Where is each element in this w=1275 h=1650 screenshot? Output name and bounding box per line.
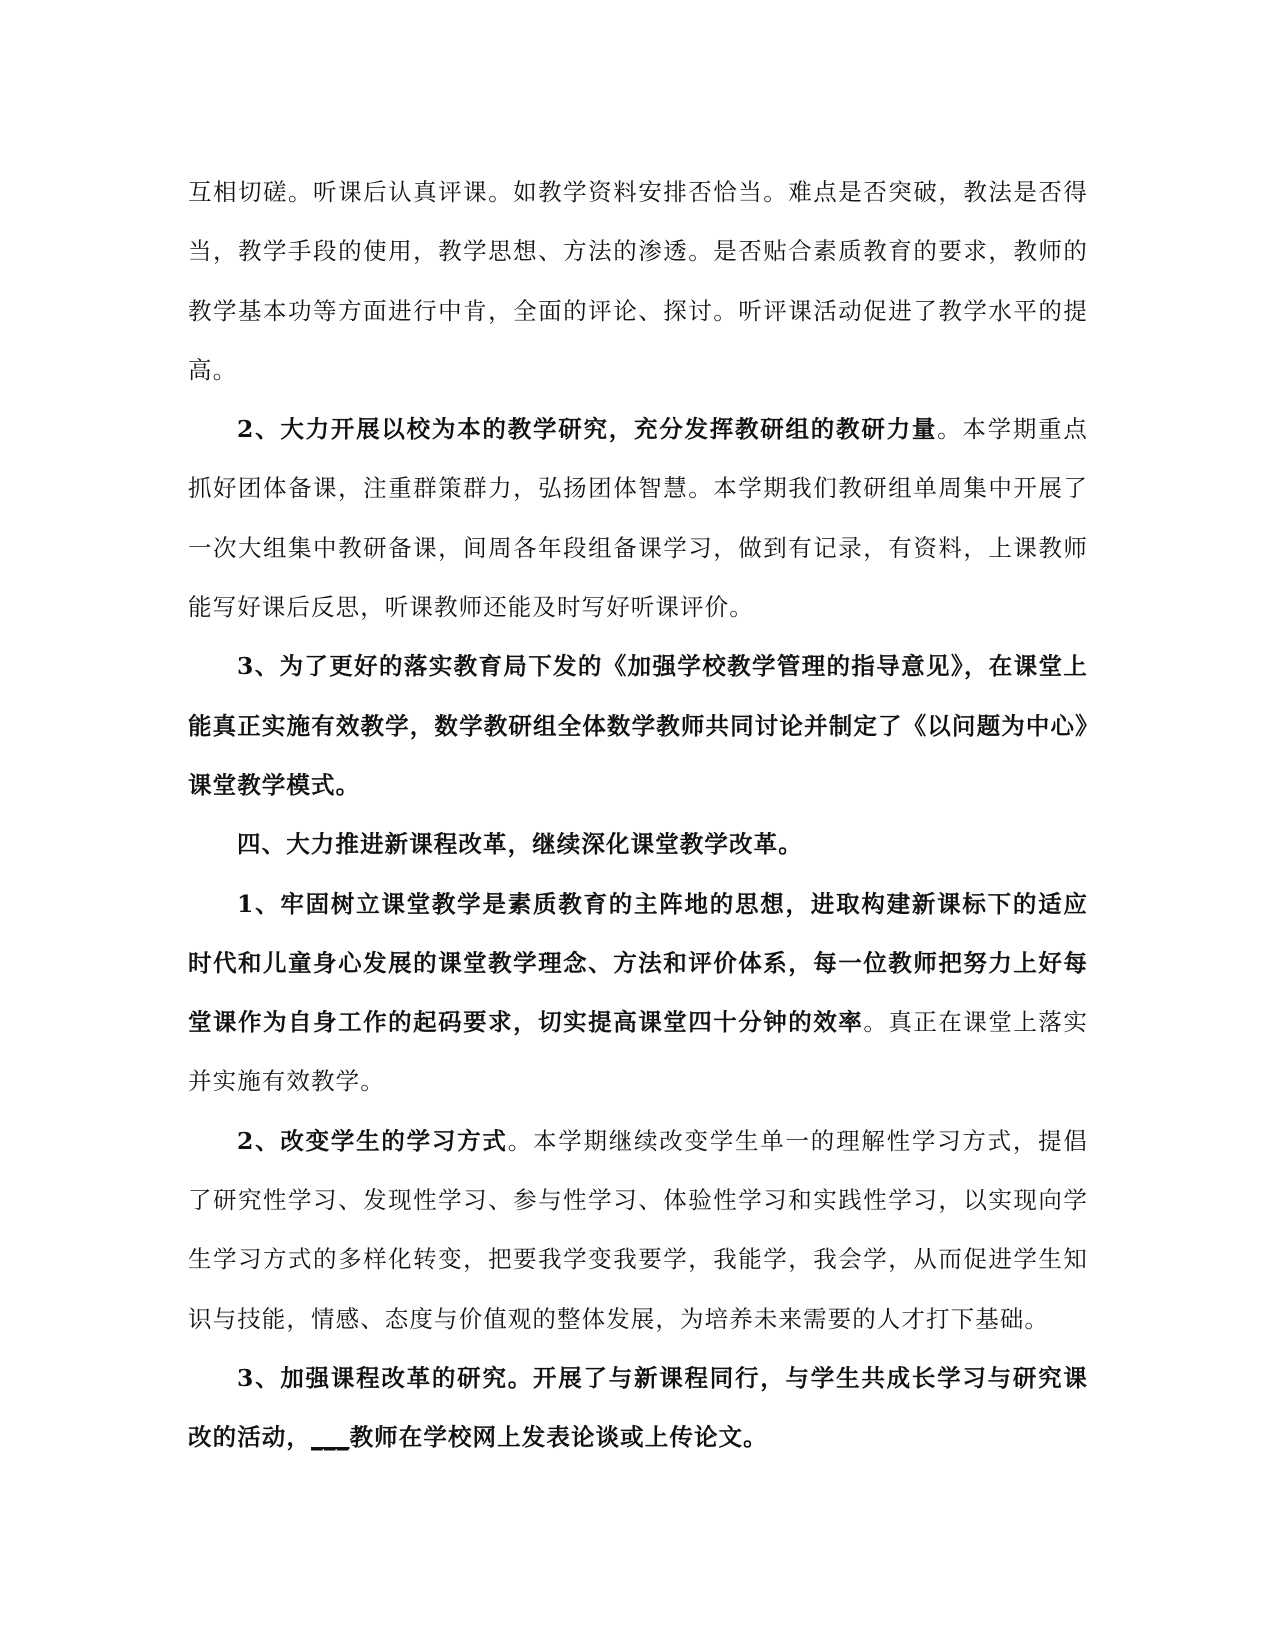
paragraph-item-2-school-based-research	[188, 400, 1088, 637]
paragraph-heading: 2、大力开展以校为本的教学研究，充分发挥教研组的教研力量	[237, 415, 938, 444]
paragraph-heading: 1、牢固树立课堂教学是素质教育的主阵地的思想，进取构建新课标下的适应时代和儿童身心发展的课堂教学理念、方法和评价体系，每一位教师把努力上好每堂课作为自身工作的起码要求，切实提高课堂四十分钟的效率	[188, 889, 1088, 1037]
paragraph-item-3-curriculum-reform	[188, 1349, 1088, 1468]
document-body	[188, 163, 1088, 1468]
section-heading-four	[188, 815, 1088, 874]
paragraph-continuation	[188, 163, 1088, 400]
paragraph-item-1-classroom-teaching	[188, 875, 1088, 1112]
paragraph-text: 。真正在课堂上落实并实施有效教学。	[188, 1008, 1089, 1096]
paragraph-text: 互相切磋。听课后认真评课。如教学资料安排否恰当。难点是否突破，教法是否得当，教学手段的使用，教学思想、方法的渗透。是否贴合素质教育的要求，教师的教学基本功等方面进行中肯，全面的评论、探讨。听评课活动促进了教学水平的提高。	[188, 178, 1088, 384]
paragraph-heading: 3、加强课程改革的研究。开展了与新课程同行，与学生共成长学习与研究课改的活动，	[188, 1363, 1088, 1452]
blank-field: ___	[311, 1423, 350, 1452]
paragraph-heading: 2、改变学生的学习方式	[237, 1126, 508, 1155]
paragraph-heading: 3、为了更好的落实教育局下发的《加强学校教学管理的指导意见》，在课堂上能真正实施有效教学，数学教研组全体数学教师共同讨论并制定了《以问题为中心》课堂教学模式。	[188, 652, 1088, 799]
paragraph-item-2-learning-style	[188, 1112, 1088, 1349]
paragraph-item-3-teaching-model	[188, 637, 1088, 815]
section-title: 四、大力推进新课程改革，继续深化课堂教学改革。	[237, 830, 803, 859]
paragraph-text: 。本学期继续改变学生单一的理解性学习方式，提倡了研究性学习、发现性学习、参与性学习、体验性学习和实践性学习，以实现向学生学习方式的多样化转变，把要我学变我要学，我能学，我会学，从而促进学生知识与技能，情感、态度与价值观的整体发展，为培养未来需要的人才打下基础。	[188, 1126, 1088, 1333]
paragraph-text: 。本学期重点抓好团体备课，注重群策群力，弘扬团体智慧。本学期我们教研组单周集中开展了一次大组集中教研备课，间周各年段组备课学习，做到有记录，有资料，上课教师能写好课后反思，听课教师还能及时写好听课评价。	[188, 415, 1088, 622]
paragraph-text: 教师在学校网上发表论谈或上传论文。	[349, 1423, 768, 1452]
